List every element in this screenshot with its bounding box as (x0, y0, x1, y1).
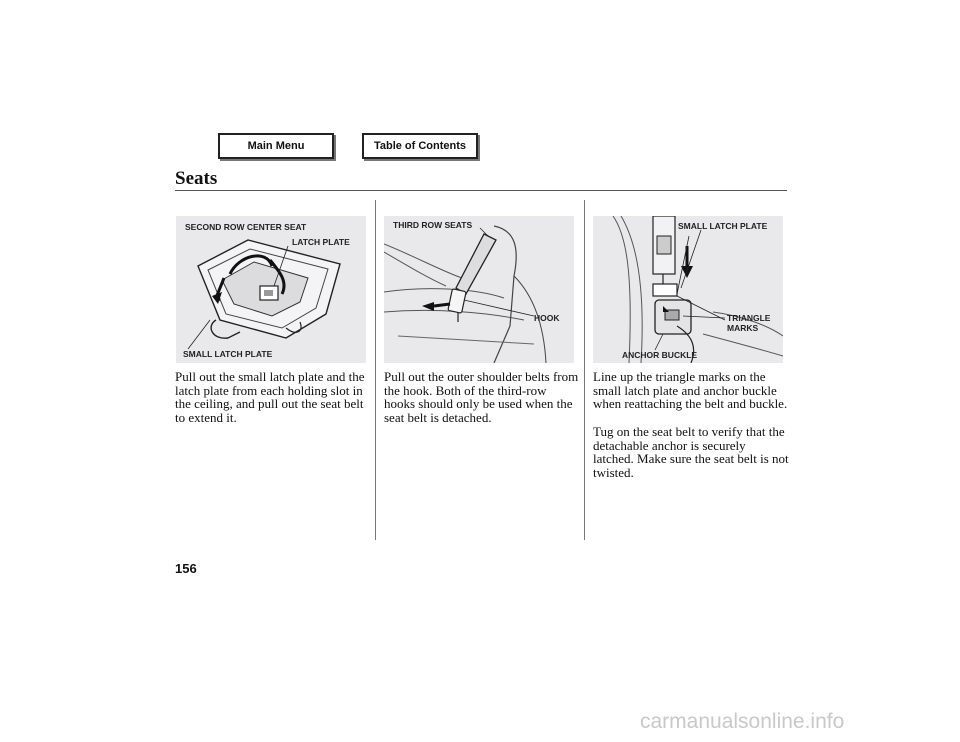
main-menu-button[interactable]: Main Menu (218, 133, 334, 159)
caption-second-row-center-seat: SECOND ROW CENTER SEAT (185, 222, 307, 232)
paragraph-col1: Pull out the small latch plate and the latch plate from each holding slot in the ceiling, and pull out the seat belt to extend it. (175, 369, 365, 425)
paragraph-col2: Pull out the outer shoulder belts from the hook. Both of the third-row hooks should only be used when the seat belt is detached. (384, 369, 579, 425)
column-divider-1 (375, 200, 376, 540)
column-divider-2 (584, 200, 585, 540)
title-divider (175, 190, 787, 191)
caption-hook: HOOK (534, 313, 560, 323)
page-title: Seats (175, 168, 218, 189)
caption-third-row-seats: THIRD ROW SEATS (393, 220, 473, 230)
caption-marks: MARKS (727, 323, 759, 333)
caption-anchor-buckle: ANCHOR BUCKLE (622, 350, 698, 360)
paragraph-col3-a: Line up the triangle marks on the small latch plate and anchor buckle when reattaching the belt and buckle. (593, 369, 788, 411)
caption-latch-plate: LATCH PLATE (292, 237, 350, 247)
paragraph-col3-b: Tug on the seat belt to verify that the detachable anchor is securely latched. Make sure the seat belt is not twisted. (593, 424, 789, 480)
third-row-hook-illustration (384, 216, 574, 363)
caption-triangle: TRIANGLE (727, 313, 771, 323)
figure-third-row-seats (384, 216, 574, 363)
caption-small-latch-plate-2: SMALL LATCH PLATE (678, 221, 768, 231)
figure-anchor-buckle (593, 216, 783, 363)
anchor-buckle-illustration (593, 216, 783, 363)
caption-small-latch-plate: SMALL LATCH PLATE (183, 349, 273, 359)
page-number: 156 (175, 561, 197, 576)
table-of-contents-button[interactable]: Table of Contents (362, 133, 478, 159)
watermark: carmanualsonline.info (640, 710, 845, 733)
